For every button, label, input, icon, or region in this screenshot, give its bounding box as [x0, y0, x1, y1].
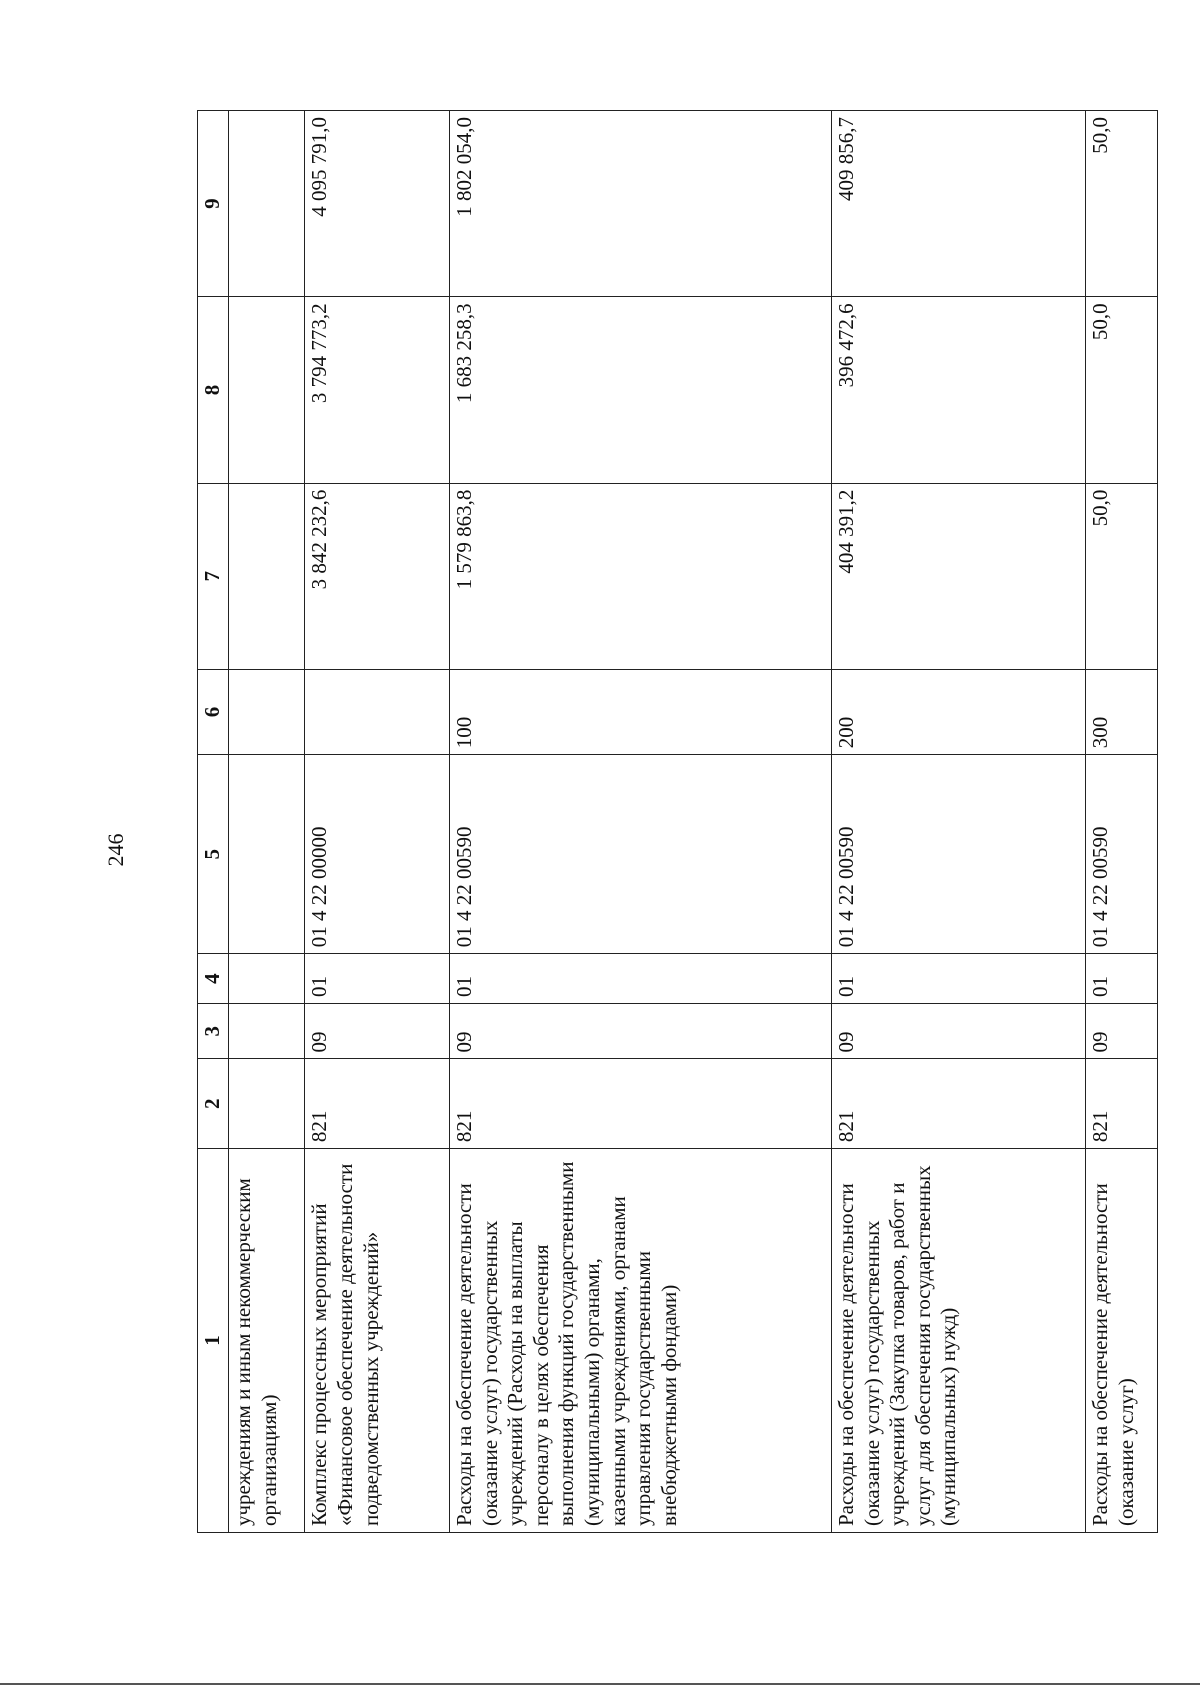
amount-col8-cell: 396 472,6 [831, 297, 1085, 483]
section-code-cell: 09 [831, 1004, 1085, 1059]
amount-col7-cell: 1 579 863,8 [449, 483, 831, 669]
admin-code-cell: 821 [449, 1059, 831, 1149]
row-name-cell: Комплекс процессных мероприятий «Финансовое обеспечение деятельности подведомственных учреждений» [305, 1149, 449, 1533]
target-article-cell: 01 4 22 00000 [305, 755, 449, 954]
amount-col8-cell: 1 683 258,3 [449, 297, 831, 483]
amount-col7-cell: 50,0 [1086, 483, 1158, 669]
column-header-5: 5 [198, 755, 229, 954]
amount-col8-cell: 50,0 [1086, 297, 1158, 483]
amount-col9-cell: 409 856,7 [831, 111, 1085, 297]
column-header-9: 9 [198, 111, 229, 297]
admin-code-cell: 821 [305, 1059, 449, 1149]
column-header-2: 2 [198, 1059, 229, 1149]
amount-col7-cell [229, 483, 305, 669]
scan-edge-line [0, 1683, 1200, 1685]
section-code-cell [229, 1004, 305, 1059]
amount-col9-cell: 4 095 791,0 [305, 111, 449, 297]
amount-col8-cell [229, 297, 305, 483]
expense-type-cell: 100 [449, 669, 831, 754]
amount-col7-cell: 404 391,2 [831, 483, 1085, 669]
section-code-cell: 09 [1086, 1004, 1158, 1059]
row-name-cell: Расходы на обеспечение деятельности (оказание услуг) [1086, 1149, 1158, 1533]
table-row [449, 111, 831, 1533]
subsection-code-cell: 01 [305, 954, 449, 1004]
subsection-code-cell: 01 [449, 954, 831, 1004]
expense-type-cell [229, 669, 305, 754]
row-name-cell: учреждениям и иным некоммерческим организациям) [229, 1149, 305, 1533]
table-row [305, 111, 449, 1533]
table-header-row [198, 111, 229, 1533]
column-header-6: 6 [198, 669, 229, 754]
column-header-4: 4 [198, 954, 229, 1004]
subsection-code-cell: 01 [831, 954, 1085, 1004]
page-number: 246 [103, 833, 128, 867]
admin-code-cell: 821 [831, 1059, 1085, 1149]
table-row [229, 111, 305, 1533]
column-header-7: 7 [198, 483, 229, 669]
table-row [831, 111, 1085, 1533]
column-header-1: 1 [198, 1149, 229, 1533]
amount-col7-cell: 3 842 232,6 [305, 483, 449, 669]
target-article-cell: 01 4 22 00590 [1086, 755, 1158, 954]
section-code-cell: 09 [449, 1004, 831, 1059]
amount-col9-cell: 50,0 [1086, 111, 1158, 297]
amount-col8-cell: 3 794 773,2 [305, 297, 449, 483]
budget-table [197, 110, 1158, 1533]
row-name-cell: Расходы на обеспечение деятельности (оказание услуг) государственных учреждений (Закупка товаров, работ и услуг для обеспечения государственных (муниципальных) нужд) [831, 1149, 1085, 1533]
section-code-cell: 09 [305, 1004, 449, 1059]
subsection-code-cell [229, 954, 305, 1004]
subsection-code-cell: 01 [1086, 954, 1158, 1004]
expense-type-cell [305, 669, 449, 754]
table-row [1086, 111, 1158, 1533]
amount-col9-cell: 1 802 054,0 [449, 111, 831, 297]
target-article-cell: 01 4 22 00590 [831, 755, 1085, 954]
row-name-cell: Расходы на обеспечение деятельности (оказание услуг) государственных учреждений (Расходы на выплаты персоналу в целях обеспечения выполнения функций государственными (муниципальными) органами, казенными учреждениями, органами управления государственными внебюджетными фондами) [449, 1149, 831, 1533]
expense-type-cell: 300 [1086, 669, 1158, 754]
target-article-cell: 01 4 22 00590 [449, 755, 831, 954]
column-header-8: 8 [198, 297, 229, 483]
rotated-table-frame [197, 110, 1158, 1533]
target-article-cell [229, 755, 305, 954]
column-header-3: 3 [198, 1004, 229, 1059]
expense-type-cell: 200 [831, 669, 1085, 754]
admin-code-cell: 821 [1086, 1059, 1158, 1149]
amount-col9-cell [229, 111, 305, 297]
admin-code-cell [229, 1059, 305, 1149]
